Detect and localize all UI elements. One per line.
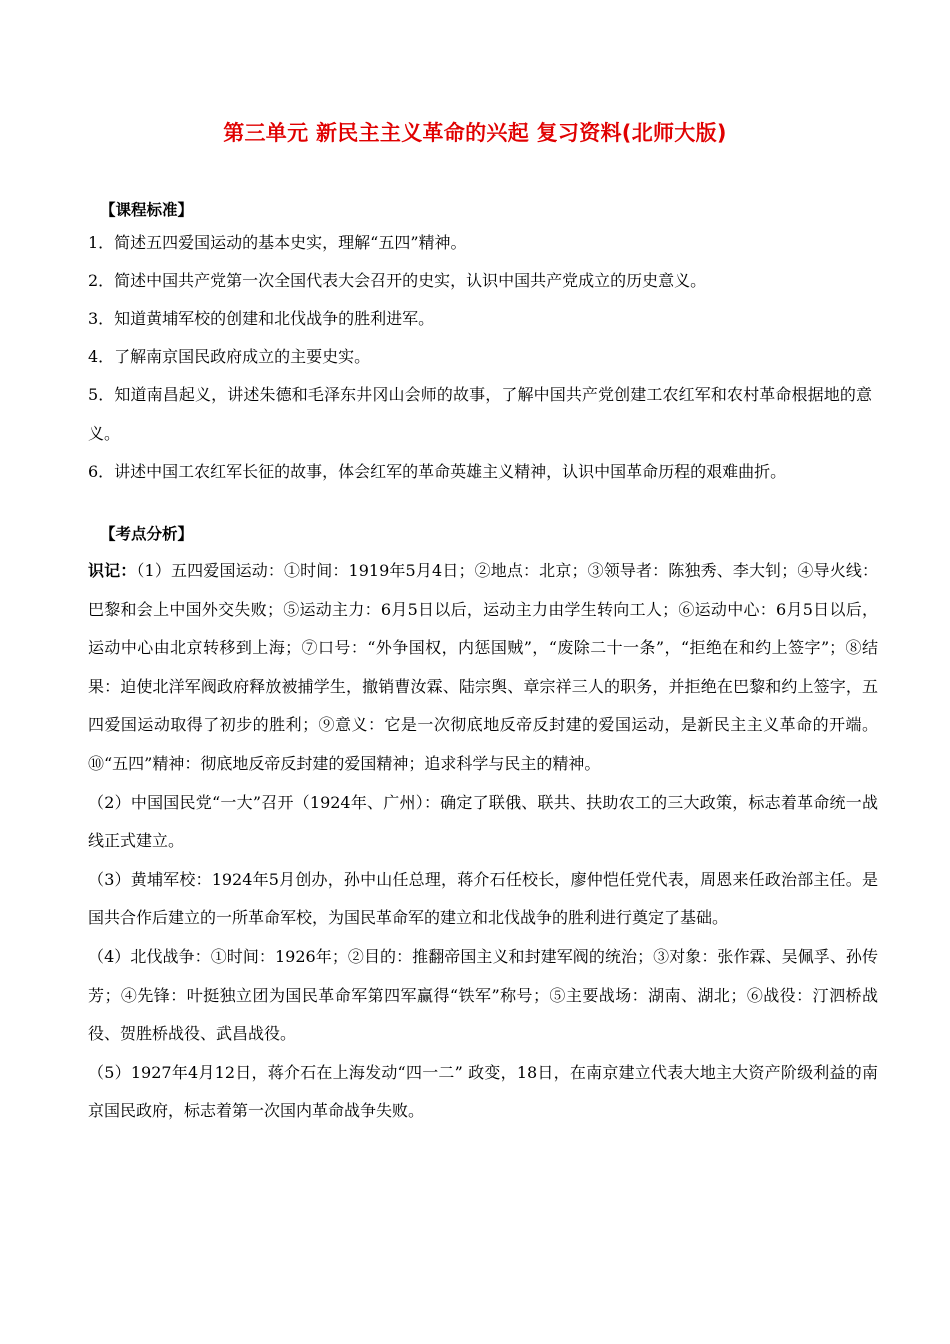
exam-analysis-body	[88, 552, 878, 1131]
analysis-text-1: （1）五四爱国运动：①时间：1919年5月4日；②地点：北京；③领导者：陈独秀、李大钊；④导火线：巴黎和会上中国外交失败；⑤运动主力：6月5日以后，运动主力由学生转向工人；⑥运动中心：6月5日以后，运动中心由北京转移到上海；⑦口号：“外争国权，内惩国贼”，“废除二十一条”，“拒绝在和约上签字”；⑧结果：迫使北洋军阀政府释放被捕学生，撤销曹汝霖、陆宗舆、章宗祥三人的职务，并拒绝在巴黎和约上签字，五四爱国运动取得了初步的胜利；⑨意义：它是一次彻底地反帝反封建的爱国运动，是新民主主义革命的开端。⑩“五四”精神：彻底地反帝反封建的爱国精神；追求科学与民主的精神。	[88, 561, 878, 773]
page-title: 第三单元 新民主主义革命的兴起 复习资料(北师大版)	[223, 121, 727, 145]
memorize-label: 识记：	[88, 561, 137, 580]
course-standards-heading: 【课程标准】	[100, 200, 194, 219]
analysis-paragraph-2: （2）中国国民党“一大”召开（1924年、广州）：确定了联俄、联共、扶助农工的三大政策，标志着革命统一战线正式建立。	[88, 792, 878, 851]
course-standards-list	[88, 224, 872, 491]
standard-item: 3．知道黄埔军校的创建和北伐战争的胜利进军。	[88, 309, 435, 328]
standard-item: 4．了解南京国民政府成立的主要史实。	[88, 347, 371, 366]
standard-item: 2．简述中国共产党第一次全国代表大会召开的史实，认识中国共产党成立的历史意义。	[88, 271, 707, 290]
exam-analysis-heading: 【考点分析】	[100, 524, 194, 543]
standard-item: 5．知道南昌起义，讲述朱德和毛泽东井冈山会师的故事，了解中国共产党创建工农红军和农村革命根据地的意义。	[88, 385, 872, 443]
analysis-paragraph-4: （4）北伐战争：①时间：1926年；②目的：推翻帝国主义和封建军阀的统治；③对象：张作霖、吴佩孚、孙传芳；④先锋：叶挺独立团为国民革命军第四军赢得“铁军”称号；⑤主要战场：湖南、湖北；⑥战役：汀泗桥战役、贺胜桥战役、武昌战役。	[88, 946, 878, 1044]
analysis-paragraph-5: （5）1927年4月12日，蒋介石在上海发动“四一二” 政变，18日，在南京建立代表大地主大资产阶级利益的南京国民政府，标志着第一次国内革命战争失败。	[88, 1062, 878, 1121]
standard-item: 1．简述五四爱国运动的基本史实，理解“五四”精神。	[88, 233, 467, 252]
analysis-paragraph-1	[88, 552, 878, 784]
analysis-paragraph-3: （3）黄埔军校：1924年5月创办，孙中山任总理，蒋介石任校长，廖仲恺任党代表，周恩来任政治部主任。是国共合作后建立的一所革命军校，为国民革命军的建立和北伐战争的胜利进行奠定了基础。	[88, 869, 878, 928]
standard-item: 6．讲述中国工农红军长征的故事，体会红军的革命英雄主义精神，认识中国革命历程的艰难曲折。	[88, 462, 787, 482]
